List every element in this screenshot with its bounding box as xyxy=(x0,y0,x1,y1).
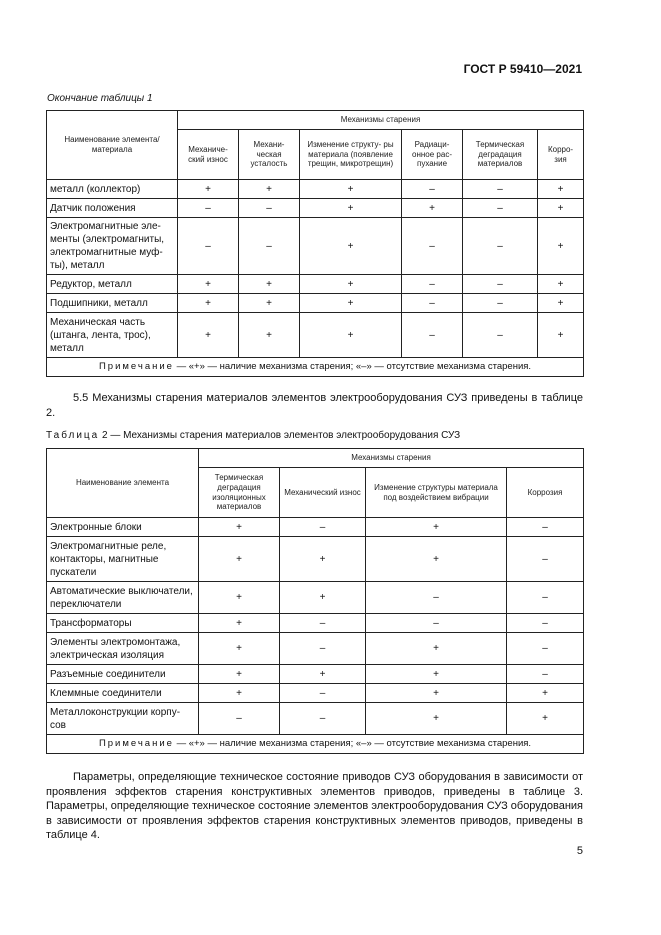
cell-value: + xyxy=(300,275,402,294)
row-name: Металлоконструкции корпу- сов xyxy=(47,703,199,735)
cell-value: + xyxy=(507,684,584,703)
cell-value: – xyxy=(280,633,366,665)
cell-value: – xyxy=(280,684,366,703)
table1-note xyxy=(47,358,584,377)
note-label: Примечание xyxy=(98,737,174,749)
row-name: Клеммные соединители xyxy=(47,684,199,703)
cell-value: – xyxy=(507,518,584,537)
table-row xyxy=(47,218,584,275)
standard-number: ГОСТ Р 59410—2021 xyxy=(463,62,582,76)
table-row xyxy=(47,537,584,582)
table2-col-header: Механический износ xyxy=(280,468,366,518)
cell-value: – xyxy=(199,703,280,735)
cell-value: + xyxy=(199,582,280,614)
row-name: Элементы электромонтажа, электрическая изоляция xyxy=(47,633,199,665)
cell-value: + xyxy=(178,275,239,294)
table1-col-header: Радиаци- онное рас- пухание xyxy=(402,130,463,180)
table-row xyxy=(47,665,584,684)
row-name: Подшипники, металл xyxy=(47,294,178,313)
table1-col-header: Термическая деградация материалов xyxy=(463,130,538,180)
cell-value: + xyxy=(300,218,402,275)
caption-label: Таблица xyxy=(46,430,100,441)
note-text: — «+» — наличие механизма старения; «–» — отсутствие механизма старения. xyxy=(173,360,532,372)
cell-value: + xyxy=(280,537,366,582)
cell-value: – xyxy=(507,633,584,665)
cell-value: – xyxy=(463,180,538,199)
table-row xyxy=(47,633,584,665)
cell-value: + xyxy=(538,218,584,275)
row-name: Электронные блоки xyxy=(47,518,199,537)
cell-value: – xyxy=(463,199,538,218)
row-name: Разъемные соединители xyxy=(47,665,199,684)
table2-col-header: Коррозия xyxy=(507,468,584,518)
cell-value: + xyxy=(538,180,584,199)
table-row xyxy=(47,582,584,614)
caption-text: 2 — Механизмы старения материалов элементов электрооборудования СУЗ xyxy=(99,430,461,441)
row-name: Редуктор, металл xyxy=(47,275,178,294)
table-1 xyxy=(46,110,584,377)
table2-name-header: Наименование элемента xyxy=(47,449,199,518)
table2-col-header: Термическая деградация изоляционных материалов xyxy=(199,468,280,518)
row-name: металл (коллектор) xyxy=(47,180,178,199)
cell-value: + xyxy=(538,313,584,358)
cell-value: + xyxy=(178,180,239,199)
cell-value: – xyxy=(402,275,463,294)
table1-continuation-label: Окончание таблицы 1 xyxy=(47,93,153,104)
cell-value: + xyxy=(366,633,507,665)
note-text: — «+» — наличие механизма старения; «–» — отсутствие механизма старения. xyxy=(173,737,532,749)
cell-value: – xyxy=(239,218,300,275)
cell-value: – xyxy=(402,180,463,199)
table2-group-header: Механизмы старения xyxy=(199,449,584,468)
cell-value: + xyxy=(280,582,366,614)
cell-value: – xyxy=(280,518,366,537)
cell-value: – xyxy=(463,218,538,275)
cell-value: + xyxy=(538,275,584,294)
cell-value: – xyxy=(178,218,239,275)
table1-col-header: Механи- ческая усталость xyxy=(239,130,300,180)
table1-col-header: Механиче- ский износ xyxy=(178,130,239,180)
paragraph-5-5: 5.5 Механизмы старения материалов элементов электрооборудования СУЗ приведены в таблице 2. xyxy=(46,392,583,419)
table-row xyxy=(47,684,584,703)
cell-value: + xyxy=(199,537,280,582)
cell-value: – xyxy=(463,294,538,313)
table2-note xyxy=(47,735,584,754)
page-number: 5 xyxy=(576,845,583,857)
cell-value: + xyxy=(239,294,300,313)
table1-note-row xyxy=(47,358,584,377)
cell-value: – xyxy=(239,199,300,218)
cell-value: + xyxy=(178,313,239,358)
cell-value: + xyxy=(366,665,507,684)
cell-value: – xyxy=(463,275,538,294)
table1-col-header: Изменение структу- ры материала (появление трещин, микротрещин) xyxy=(300,130,402,180)
table2-note-row xyxy=(47,735,584,754)
cell-value: + xyxy=(199,633,280,665)
cell-value: + xyxy=(239,313,300,358)
table2-caption xyxy=(46,430,460,441)
cell-value: + xyxy=(366,684,507,703)
cell-value: + xyxy=(178,294,239,313)
cell-value: – xyxy=(178,199,239,218)
table-row xyxy=(47,199,584,218)
cell-value: – xyxy=(402,294,463,313)
cell-value: – xyxy=(507,537,584,582)
cell-value: + xyxy=(199,518,280,537)
row-name: Датчик положения xyxy=(47,199,178,218)
cell-value: – xyxy=(507,582,584,614)
cell-value: + xyxy=(199,684,280,703)
cell-value: – xyxy=(280,703,366,735)
cell-value: + xyxy=(366,703,507,735)
table1-col-header: Корро- зия xyxy=(538,130,584,180)
cell-value: + xyxy=(280,665,366,684)
table-row xyxy=(47,313,584,358)
cell-value: + xyxy=(366,537,507,582)
cell-value: + xyxy=(402,199,463,218)
cell-value: + xyxy=(199,614,280,633)
row-name: Электромагнитные эле- менты (электромагниты, электромагнитные муф- ты), металл xyxy=(47,218,178,275)
table-row xyxy=(47,275,584,294)
cell-value: + xyxy=(507,703,584,735)
table-2 xyxy=(46,448,584,754)
cell-value: + xyxy=(538,199,584,218)
cell-value: + xyxy=(199,665,280,684)
cell-value: + xyxy=(538,294,584,313)
table2-col-header: Изменение структуры материала под воздействием вибрации xyxy=(366,468,507,518)
cell-value: – xyxy=(402,313,463,358)
cell-value: – xyxy=(366,582,507,614)
row-name: Трансформаторы xyxy=(47,614,199,633)
cell-value: – xyxy=(463,313,538,358)
paragraph-parameters: Параметры, определяющие техническое состояние приводов СУЗ оборудования в зависимости от проявления эффектов старения конструктивных элементов приводов, приведены в таблице 3. Параметры, определяющие техническое состояние элементов электрооборудования СУЗ оборудования в зависимости от проявления эффектов старения конструктивных элементов приводов, приведены в таблице 4. xyxy=(46,771,583,841)
row-name: Автоматические выключатели, переключатели xyxy=(47,582,199,614)
row-name: Электромагнитные реле, контакторы, магнитные пускатели xyxy=(47,537,199,582)
table-row xyxy=(47,518,584,537)
table-row xyxy=(47,180,584,199)
cell-value: – xyxy=(507,665,584,684)
cell-value: – xyxy=(402,218,463,275)
table1-group-header: Механизмы старения xyxy=(178,111,584,130)
cell-value: + xyxy=(300,313,402,358)
cell-value: – xyxy=(280,614,366,633)
cell-value: + xyxy=(239,180,300,199)
row-name: Механическая часть (штанга, лента, трос), металл xyxy=(47,313,178,358)
cell-value: + xyxy=(300,294,402,313)
note-label: Примечание xyxy=(98,360,174,372)
cell-value: + xyxy=(239,275,300,294)
table-row xyxy=(47,294,584,313)
cell-value: – xyxy=(507,614,584,633)
cell-value: + xyxy=(300,180,402,199)
cell-value: + xyxy=(300,199,402,218)
table-row xyxy=(47,703,584,735)
table-row xyxy=(47,614,584,633)
cell-value: – xyxy=(366,614,507,633)
table1-name-header: Наименование элемента/ материала xyxy=(47,111,178,180)
cell-value: + xyxy=(366,518,507,537)
